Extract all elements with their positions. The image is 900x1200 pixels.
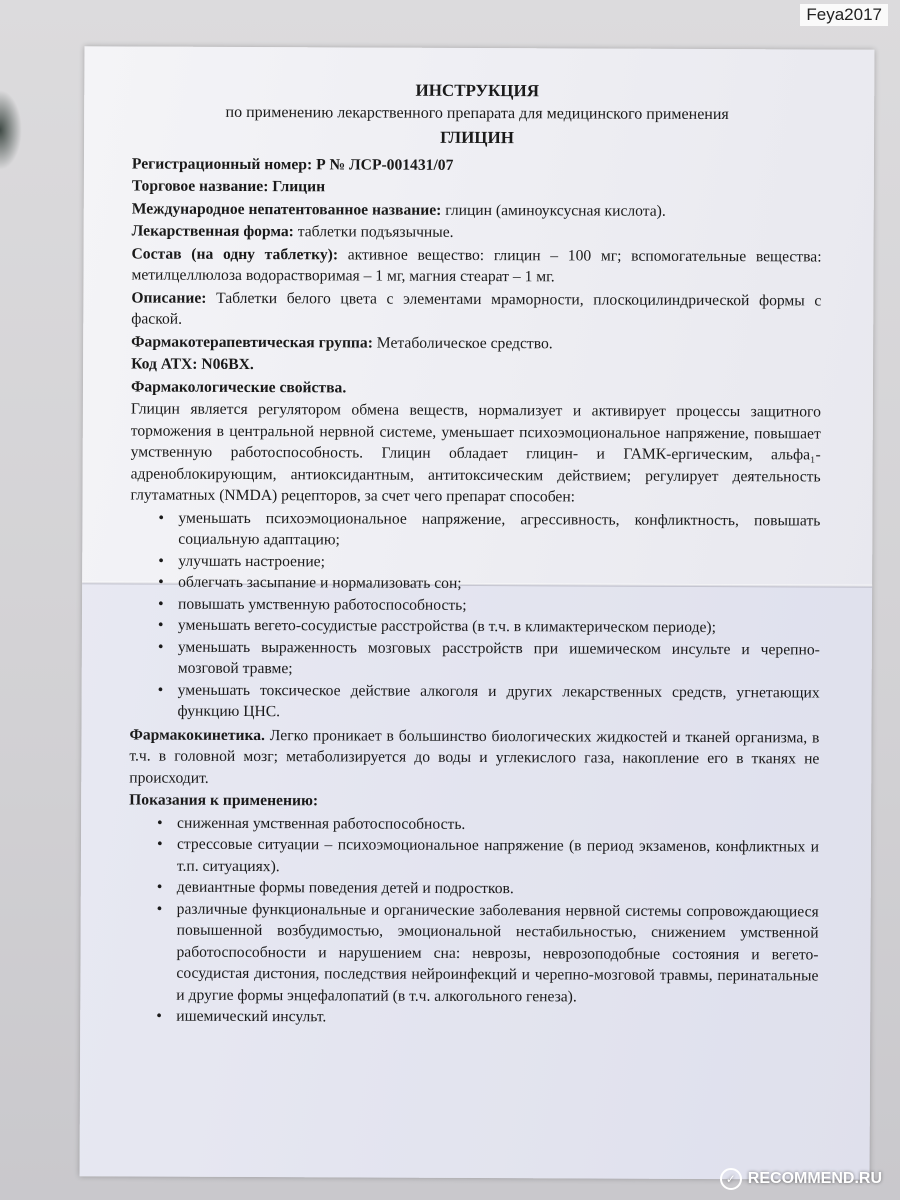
pharmacokinetics: Фармакокинетика. Легко проникает в большинство биологических жидкостей и тканей организма, в т.ч. в головной мозг; метаболизируется до воды и углекислого газа, накопление его в тканях не происходит. xyxy=(129,725,820,787)
list-item: • ишемический инсульт. xyxy=(152,1006,818,1030)
list-item: • стрессовые ситуации – психоэмоциональное напряжение (в период экзаменов, конфликтных и т.п. ситуациях). xyxy=(153,834,819,880)
pharmacology-paragraph: Глицин является регулятором обмена веществ, нормализует и активирует процессы защитного торможения в центральной нервной системе, уменьшает психоэмоциональное напряжение, повышает умственную работоспособность. Глицин обладает глицин- и ГАМК-ергическим, альфа₁-адреноблокирующим, антиоксидантным, антитоксическим действием; регулирует деятельность глутаматных (NMDA) рецепторов, за счет чего препарат способен: xyxy=(130,400,821,506)
watermark-text: RECOMMEND.RU xyxy=(747,1170,882,1187)
indications-heading: Показания к применению: xyxy=(129,791,319,810)
list-item: • различные функциональные и органические заболевания нервной системы сопровождающиеся повышенной возбудимостью, эмоциональной нестабильностью, снижением умственной работоспособности и нарушением сна: неврозы, неврозоподобные состояния и вегето-сосудистая дистония, последствия нейроинфекций и черепно-мозговой травмы, перинатальные и другие формы энцефалопатий (в т.ч. алкогольного генеза). xyxy=(152,898,818,1008)
list-item: • уменьшать психоэмоциональное напряжение, агрессивность, конфликтность, повышать социальную адаптацию; xyxy=(154,507,820,553)
field-registration: Регистрационный номер: Р № ЛСР-001431/07 xyxy=(131,154,454,174)
field-pharm-group: Фармакотерапевтическая группа: Метаболическое средство. xyxy=(131,332,553,352)
list-item: • облегчать засыпание и нормализовать сон; xyxy=(154,572,820,596)
indications-list xyxy=(152,812,819,1030)
field-trade-name: Торговое название: Глицин xyxy=(131,177,326,196)
watermark xyxy=(720,1168,882,1190)
recommend-logo-icon: ✓ xyxy=(720,1168,742,1190)
list-item: • улучшать настроение; xyxy=(154,550,820,574)
list-item: • уменьшать выраженность мозговых расстройств при ишемическом инсульте и черепно-мозговой травме; xyxy=(154,636,820,682)
field-composition: Состав (на одну таблетку): активное вещество: глицин – 100 мг; вспомогательные вещества: метилцеллюлоза водорастворимая – 1 мг, магния стеарат – 1 мг. xyxy=(131,244,822,286)
document-title: ИНСТРУКЦИЯ xyxy=(415,80,540,101)
field-description: Описание: Таблетки белого цвета с элементами мраморности, плоскоцилиндрической формы с фаской. xyxy=(131,288,822,328)
background-object xyxy=(0,90,22,170)
list-item: • уменьшать токсическое действие алкоголя и других лекарственных средств, угнетающих функцию ЦНС. xyxy=(154,679,820,725)
list-item: • сниженная умственная работоспособность. xyxy=(153,812,819,836)
instruction-sheet xyxy=(80,46,875,1179)
pharmacology-heading: Фармакологические свойства. xyxy=(130,377,347,396)
pharmacology-list xyxy=(154,507,821,725)
list-item: • повышать умственную работоспособность; xyxy=(154,593,820,617)
field-atc-code: Код АТХ: N06BX. xyxy=(131,355,254,374)
document-content xyxy=(128,78,822,1030)
drug-name: ГЛИЦИН xyxy=(440,127,515,148)
author-label: Feya2017 xyxy=(800,4,888,26)
list-item: • уменьшать вегето-сосудистые расстройства (в т.ч. в климактерическом периоде); xyxy=(154,615,820,639)
field-inn: Международное непатентованное название: глицин (аминоуксусная кислота). xyxy=(131,199,666,220)
document-subtitle: по применению лекарственного препарата для медицинского применения xyxy=(225,103,729,123)
field-dosage-form: Лекарственная форма: таблетки подъязычные. xyxy=(131,222,454,241)
list-item: • девиантные формы поведения детей и подростков. xyxy=(153,877,819,901)
